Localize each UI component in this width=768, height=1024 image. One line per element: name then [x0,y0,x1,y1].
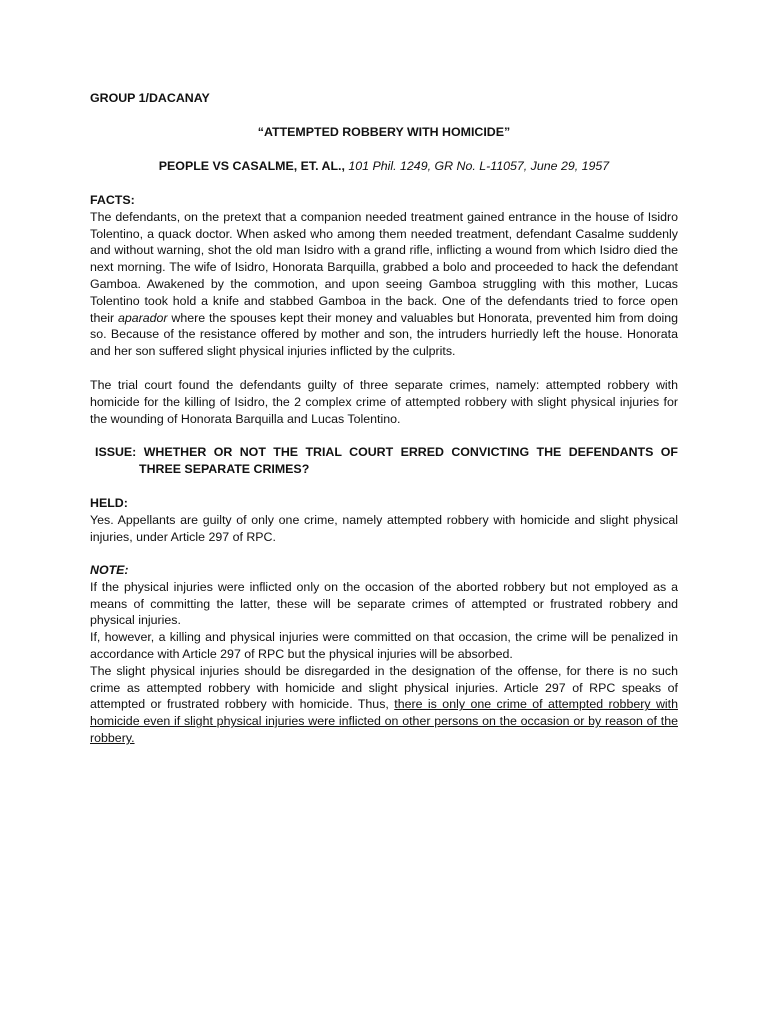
facts-text-part2: where the spouses kept their money and valuables but Honorata, prevented him from doing so. Because of the resistance offered by mother and son, the intruders hurriedly left the house. Honorata and her son suffered slight physical injuries inflicted by the culprits. [90,310,679,359]
facts-paragraph [90,209,678,360]
note-paragraph-3 [90,663,678,747]
facts-italic-term: aparador [117,310,168,325]
document-title: “ATTEMPTED ROBBERY WITH HOMICIDE” [257,125,511,139]
trial-court-section [90,377,678,427]
held-label: HELD: [90,496,128,510]
case-reference: 101 Phil. 1249, GR No. L-11057, June 29, 1957 [348,159,610,173]
note-label: NOTE: [90,563,129,577]
note-paragraph-3-underlined: there is only one crime of attempted robbery with homicide even if slight physical injuries were inflicted on other persons on the occasion or by reason of the robbery. [90,697,679,745]
note-paragraph-3-text: The slight physical injuries should be disregarded in the designation of the offense, for there is no such crime as attempted robbery with homicide and slight physical injuries. Article 297 of RPC speaks of attempted or frustrated robbery with homicide. Thus, [90,663,678,712]
group-heading: GROUP 1/DACANAY [90,91,210,105]
issue-section [95,444,678,478]
note-paragraph-2: If, however, a killing and physical injuries were committed on that occasion, the crime will be penalized in accordance with Article 297 of RPC but the physical injuries will be absorbed. [90,630,678,661]
facts-label: FACTS: [90,193,135,207]
trial-court-paragraph: The trial court found the defendants guilty of three separate crimes, namely: attempted robbery with homicide for the killing of Isidro, the 2 complex crime of attempted robbery with slight physical injuries for the wounding of Honorata Barquilla and Lucas Tolentino. [90,378,678,426]
note-section [90,562,678,747]
note-paragraph-1: If the physical injuries were inflicted only on the occasion of the aborted robbery but not employed as a means of committing the latter, these will be separate crimes of attempted or frustrated robbery and physical injuries. [90,579,678,628]
case-name: PEOPLE VS CASALME, ET. AL., [158,159,345,173]
facts-text-part1: The defendants, on the pretext that a companion needed treatment gained entrance in the house of Isidro Tolentino, a quack doctor. When asked who among them needed treatment, defendant Casalme suddenly and without warning, shot the old man Isidro with a grand rifle, inflicting a wound from which Isidro died the next morning. The wife of Isidro, Honorata Barquilla, grabbed a bolo and proceeded to hack the defendant Gamboa. Awakened by the commotion, and upon seeing Gamboa struggling with this mother, Lucas Tolentino took hold a knife and stabbed Gamboa in the back. One of the defendants tried to force open their [90,209,678,325]
held-paragraph: Yes. Appellants are guilty of only one crime, namely attempted robbery with homicide and slight physical injuries, under Article 297 of RPC. [90,512,678,544]
facts-section [90,192,678,360]
held-section [90,495,678,545]
issue-text: ISSUE: WHETHER OR NOT THE TRIAL COURT ERRED CONVICTING THE DEFENDANTS OF THREE SEPARATE CRIMES? [95,445,678,476]
case-citation [90,158,678,175]
